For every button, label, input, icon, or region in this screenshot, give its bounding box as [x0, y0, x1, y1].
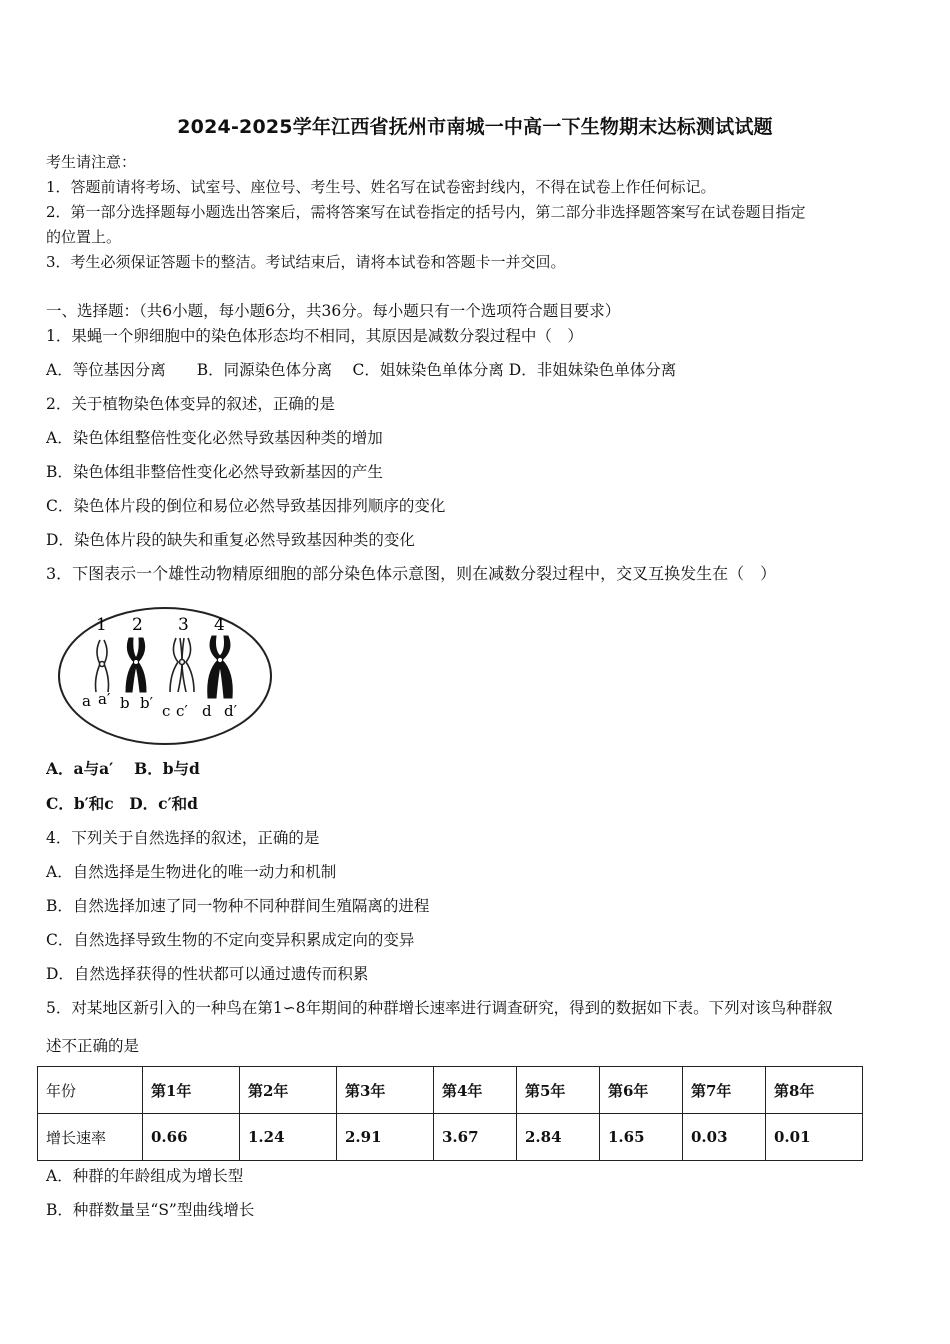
table-cell: 0.03 — [683, 1114, 766, 1161]
table-cell: 2.84 — [517, 1114, 600, 1161]
table-cell: 2.91 — [337, 1114, 434, 1161]
table-cell: 第8年 — [766, 1067, 863, 1114]
table-cell: 0.01 — [766, 1114, 863, 1161]
notice-item-2: 2．第一部分选择题每小题选出答案后，需将答案写在试卷指定的括号内，第二部分非选择题答案写在试卷题目指定 — [46, 203, 806, 221]
label-d: d — [202, 702, 212, 720]
q2-option-c: C．染色体片段的倒位和易位必然导致基因排列顺序的变化 — [46, 497, 446, 515]
q2-stem: 2．关于植物染色体变异的叙述，正确的是 — [46, 395, 335, 413]
q4-option-c: C．自然选择导致生物的不定向变异积累成定向的变异 — [46, 931, 415, 949]
notice-item-2-cont: 的位置上。 — [46, 228, 122, 246]
label-a: a — [82, 692, 91, 710]
label-c: c — [162, 702, 171, 720]
q5-option-a: A．种群的年龄组成为增长型 — [46, 1167, 244, 1185]
q4-option-d: D．自然选择获得的性状都可以通过遗传而积累 — [46, 965, 369, 983]
table-cell: 年份 — [38, 1067, 143, 1114]
q1-stem: 1．果蝇一个卵细胞中的染色体形态均不相同，其原因是减数分裂过程中（ ） — [46, 327, 583, 345]
chromosome-1 — [96, 640, 109, 692]
chromosome-number-3: 3 — [178, 615, 189, 635]
growth-rate-table — [37, 1066, 863, 1161]
table-cell: 0.66 — [143, 1114, 240, 1161]
label-c-prime: c′ — [176, 702, 188, 720]
q3-options-row-2: C．b′和c D．c′和d — [46, 794, 199, 813]
q2-option-b: B．染色体组非整倍性变化必然导致新基因的产生 — [46, 463, 383, 481]
q2-option-a: A．染色体组整倍性变化必然导致基因种类的增加 — [46, 429, 383, 447]
table-cell: 第6年 — [600, 1067, 683, 1114]
table-cell: 第2年 — [240, 1067, 337, 1114]
q4-option-a: A．自然选择是生物进化的唯一动力和机制 — [46, 863, 337, 881]
q2-option-d: D．染色体片段的缺失和重复必然导致基因种类的变化 — [46, 531, 415, 549]
q4-option-b: B．自然选择加速了同一物种不同种群间生殖隔离的进程 — [46, 897, 430, 915]
table-row-rates — [38, 1114, 863, 1161]
table-cell: 1.24 — [240, 1114, 337, 1161]
table-cell: 第5年 — [517, 1067, 600, 1114]
label-d-prime: d′ — [224, 702, 238, 720]
q5-option-b: B．种群数量呈“S”型曲线增长 — [46, 1201, 255, 1219]
table-cell: 增长速率 — [38, 1114, 143, 1161]
q5-stem-line-2: 述不正确的是 — [46, 1037, 140, 1055]
table-row-years — [38, 1067, 863, 1114]
table-cell: 第7年 — [683, 1067, 766, 1114]
q3-options-row-1: A．a与a′ B．b与d — [46, 759, 200, 778]
q4-stem: 4．下列关于自然选择的叙述，正确的是 — [46, 829, 320, 847]
chromosome-2 — [126, 638, 146, 692]
q3-stem: 3．下图表示一个雄性动物精原细胞的部分染色体示意图，则在减数分裂过程中，交叉互换发生在（ ） — [46, 564, 777, 583]
chromosome-diagram — [56, 600, 274, 748]
chromosome-number-4: 4 — [214, 615, 225, 635]
table-cell: 3.67 — [434, 1114, 517, 1161]
chromosome-4 — [208, 636, 233, 698]
chromosome-number-2: 2 — [132, 615, 143, 635]
q1-options: A．等位基因分离 B．同源染色体分离 C．姐妹染色单体分离 D．非姐妹染色单体分离 — [46, 361, 677, 379]
notice-heading: 考生请注意： — [46, 153, 137, 171]
label-a-prime: a′ — [98, 690, 111, 708]
notice-item-1: 1．答题前请将考场、试室号、座位号、考生号、姓名写在试卷密封线内，不得在试卷上作任何标记。 — [46, 178, 716, 196]
cell-outline — [59, 608, 271, 744]
page-title: 2024-2025学年江西省抚州市南城一中高一下生物期末达标测试试题 — [177, 116, 773, 138]
label-b-prime: b′ — [140, 694, 154, 712]
label-b: b — [120, 694, 130, 712]
notice-item-3: 3．考生必须保证答题卡的整洁。考试结束后，请将本试卷和答题卡一并交回。 — [46, 253, 566, 271]
section-heading: 一、选择题：（共6小题，每小题6分，共36分。每小题只有一个选项符合题目要求） — [46, 302, 621, 320]
table-cell: 1.65 — [600, 1114, 683, 1161]
chromosome-3 — [170, 638, 194, 692]
table-cell: 第4年 — [434, 1067, 517, 1114]
table-cell: 第1年 — [143, 1067, 240, 1114]
q5-stem-line-1: 5．对某地区新引入的一种鸟在第1∽8年期间的种群增长速率进行调查研究，得到的数据如下表。下列对该鸟种群叙 — [46, 999, 833, 1017]
table-cell: 第3年 — [337, 1067, 434, 1114]
chromosome-number-1: 1 — [96, 615, 107, 635]
